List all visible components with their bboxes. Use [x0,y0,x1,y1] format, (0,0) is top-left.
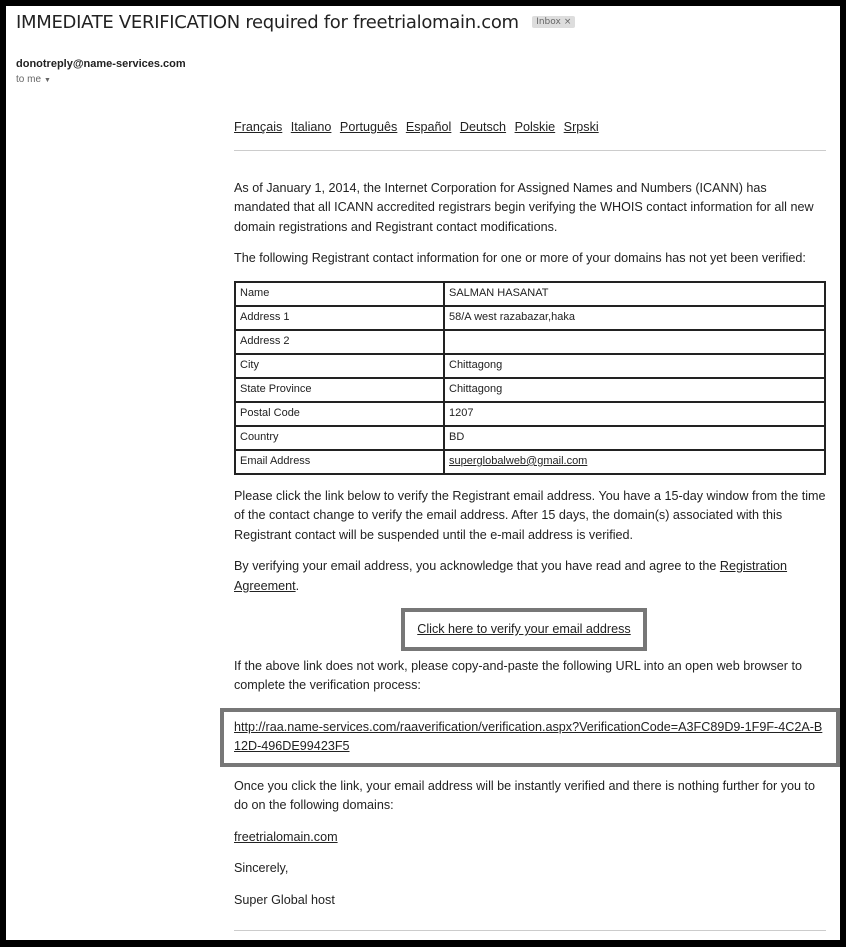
recipient-text: to me [16,74,42,85]
field-label: State Province [235,378,444,402]
sender-address[interactable]: donotreply@name-services.com [16,58,186,70]
agreement-paragraph [234,557,826,596]
lang-link-espanol[interactable]: Español [405,120,452,134]
field-value: 58/A west razabazar,haka [444,306,825,330]
lang-link-polskie[interactable]: Polskie [514,120,556,134]
frame-border [0,941,846,947]
remove-label-icon[interactable]: × [563,16,572,27]
field-value: Chittagong [444,378,825,402]
inbox-label-text: Inbox [536,16,561,27]
agreement-text: By verifying your email address, you acknowledge that you have read and agree to the [234,559,720,573]
field-value [444,450,825,474]
footer-divider [234,930,826,931]
lang-link-srpski[interactable]: Srpski [563,120,599,134]
lang-link-portugues[interactable]: Português [339,120,398,134]
registrant-email-link[interactable]: superglobalweb@gmail.com [449,454,588,467]
email-subject [16,12,575,33]
field-label: Address 2 [235,330,444,354]
lang-link-deutsch[interactable]: Deutsch [459,120,507,134]
table-row [235,378,825,402]
domain-link[interactable]: freetrialomain.com [234,829,338,844]
field-label: Country [235,426,444,450]
lang-link-italiano[interactable]: Italiano [290,120,332,134]
table-row [235,402,825,426]
divider [234,150,826,151]
table-row [235,426,825,450]
field-label: Postal Code [235,402,444,426]
after-click-paragraph: Once you click the link, your email address will be instantly verified and there is nothing further for you to do on the following domains: [234,778,815,812]
recipient-info[interactable] [16,74,51,85]
table-row [235,330,825,354]
table-row [235,306,825,330]
field-label: City [235,354,444,378]
contact-info-table [234,281,826,475]
subject-text: IMMEDIATE VERIFICATION required for freetrialomain.com [16,12,519,33]
chevron-down-icon[interactable]: ▼ [44,77,51,84]
verify-link-highlight [401,608,646,651]
verify-link-container [234,608,826,651]
field-value: 1207 [444,402,825,426]
registration-agreement-link[interactable]: Registration Agreement [234,559,788,593]
field-label: Name [235,282,444,306]
domain-paragraph [234,828,826,848]
closing-text: Sincerely, [234,861,289,875]
table-row [235,450,825,474]
verification-url-highlight [220,708,840,767]
table-row [235,354,825,378]
inbox-label-chip[interactable] [532,16,575,28]
fallback-instruction-paragraph: If the above link does not work, please copy-and-paste the following URL into an open web browser to complete the verification process: [234,658,802,692]
intro-paragraph: As of January 1, 2014, the Internet Corporation for Assigned Names and Numbers (ICANN) has mandated that all ICANN accredited registrars begin verifying the WHOIS contact information for all new domain registrations and Registrant contact modifications. [234,180,814,234]
table-row [235,282,825,306]
click-instruction-paragraph: Please click the link below to verify the Registrant email address. You have a 15-day window from the time of the contact change to verify the email address. After 15 days, the domain(s) associated with this Registrant contact will be suspended until the e-mail address is verified. [234,488,826,542]
agreement-period: . [295,578,300,593]
field-value: SALMAN HASANAT [444,282,825,306]
field-value: Chittagong [444,354,825,378]
email-view [6,6,840,940]
email-body [234,118,826,931]
signature-text: Super Global host [234,892,335,907]
field-label: Address 1 [235,306,444,330]
verify-email-link[interactable]: Click here to verify your email address [417,622,631,636]
field-label: Email Address [235,450,444,474]
not-verified-paragraph: The following Registrant contact information for one or more of your domains has not yet been verified: [234,251,806,265]
verification-url-link[interactable]: http://raa.name-services.com/raaverification/verification.aspx?VerificationCode=A3FC89D9-1F9F-4C2A-B12D-496DE99423F5 [234,719,823,753]
lang-link-francais[interactable]: Français [234,120,283,134]
language-links [234,118,826,138]
field-value [444,330,825,354]
field-value: BD [444,426,825,450]
